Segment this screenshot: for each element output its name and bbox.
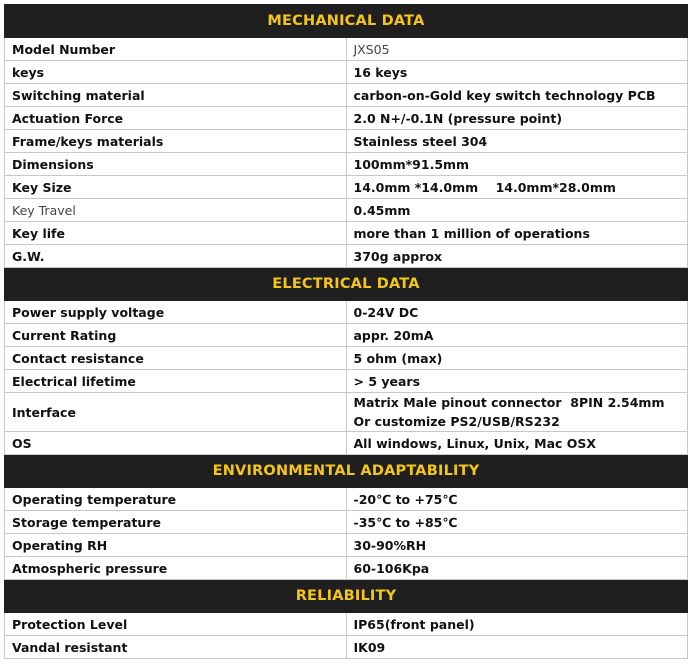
row-label: Protection Level <box>5 613 347 636</box>
row-value: 5 ohm (max) <box>346 347 688 370</box>
row-label: Storage temperature <box>5 511 347 534</box>
row-label: Interface <box>5 393 347 432</box>
table-row <box>5 130 688 153</box>
table-row <box>5 84 688 107</box>
row-label: Key life <box>5 222 347 245</box>
row-label: Dimensions <box>5 153 347 176</box>
row-label: Power supply voltage <box>5 301 347 324</box>
row-value: 60-106Kpa <box>346 557 688 580</box>
row-value: 100mm*91.5mm <box>346 153 688 176</box>
row-value: -35℃ to +85℃ <box>346 511 688 534</box>
row-value <box>346 393 688 432</box>
section-title: ENVIRONMENTAL ADAPTABILITY <box>5 455 688 488</box>
row-value: > 5 years <box>346 370 688 393</box>
table-row <box>5 199 688 222</box>
table-row <box>5 511 688 534</box>
row-value: -20℃ to +75℃ <box>346 488 688 511</box>
table-row <box>5 245 688 268</box>
row-value-line: Matrix Male pinout connector 8PIN 2.54mm <box>353 395 665 410</box>
table-row <box>5 557 688 580</box>
section-header-environmental <box>5 455 688 488</box>
table-row <box>5 613 688 636</box>
row-value: 14.0mm *14.0mm 14.0mm*28.0mm <box>346 176 688 199</box>
table-row <box>5 301 688 324</box>
table-row <box>5 107 688 130</box>
table-row <box>5 488 688 511</box>
row-label: Contact resistance <box>5 347 347 370</box>
section-header-reliability <box>5 580 688 613</box>
table-row <box>5 222 688 245</box>
row-label: Frame/keys materials <box>5 130 347 153</box>
row-value: IK09 <box>346 636 688 659</box>
row-value: 0-24V DC <box>346 301 688 324</box>
table-row <box>5 432 688 455</box>
row-label: Vandal resistant <box>5 636 347 659</box>
row-value: 16 keys <box>346 61 688 84</box>
table-row <box>5 153 688 176</box>
table-row <box>5 370 688 393</box>
row-value: All windows, Linux, Unix, Mac OSX <box>346 432 688 455</box>
section-title: MECHANICAL DATA <box>5 5 688 38</box>
row-label: G.W. <box>5 245 347 268</box>
row-label: Atmospheric pressure <box>5 557 347 580</box>
row-label: Operating RH <box>5 534 347 557</box>
row-label: Model Number <box>5 38 347 61</box>
row-label: Actuation Force <box>5 107 347 130</box>
row-label: keys <box>5 61 347 84</box>
table-row <box>5 324 688 347</box>
row-label: Key Travel <box>5 199 347 222</box>
row-value: 30-90%RH <box>346 534 688 557</box>
row-value: 0.45mm <box>346 199 688 222</box>
table-row <box>5 176 688 199</box>
row-value: IP65(front panel) <box>346 613 688 636</box>
row-label: Current Rating <box>5 324 347 347</box>
section-header-mechanical <box>5 5 688 38</box>
row-value: JXS05 <box>346 38 688 61</box>
row-value: appr. 20mA <box>346 324 688 347</box>
section-title: ELECTRICAL DATA <box>5 268 688 301</box>
row-value: more than 1 million of operations <box>346 222 688 245</box>
row-value: Stainless steel 304 <box>346 130 688 153</box>
row-value: 370g approx <box>346 245 688 268</box>
row-label: Switching material <box>5 84 347 107</box>
section-title: RELIABILITY <box>5 580 688 613</box>
row-label: Operating temperature <box>5 488 347 511</box>
table-row <box>5 347 688 370</box>
table-row <box>5 636 688 659</box>
section-header-electrical <box>5 268 688 301</box>
spec-table <box>4 4 688 659</box>
table-row <box>5 534 688 557</box>
row-value: carbon-on-Gold key switch technology PCB <box>346 84 688 107</box>
table-row <box>5 393 688 432</box>
table-row <box>5 38 688 61</box>
row-label: Key Size <box>5 176 347 199</box>
row-label: Electrical lifetime <box>5 370 347 393</box>
table-row <box>5 61 688 84</box>
row-value: 2.0 N+/-0.1N (pressure point) <box>346 107 688 130</box>
row-label: OS <box>5 432 347 455</box>
row-value-line: Or customize PS2/USB/RS232 <box>353 414 560 429</box>
